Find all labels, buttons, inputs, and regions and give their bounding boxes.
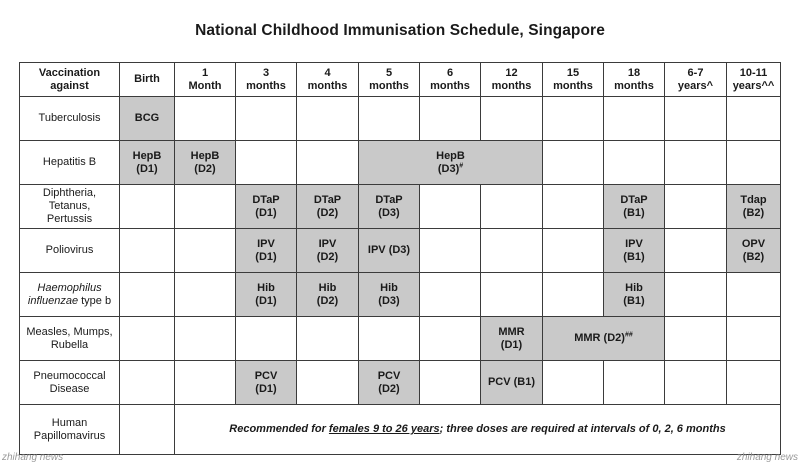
header-age: 3 months xyxy=(236,63,297,97)
header-vaccination: Vaccination against xyxy=(20,63,120,97)
header-age: 1 Month xyxy=(175,63,236,97)
row-hib xyxy=(20,273,781,317)
dose-cell: DTaP (B1) xyxy=(604,185,665,229)
dose-cell: IPV (D3) xyxy=(359,229,420,273)
row-poliovirus xyxy=(20,229,781,273)
vaccine-label: Diphtheria, Tetanus, Pertussis xyxy=(20,185,120,229)
dose-cell: IPV (D1) xyxy=(236,229,297,273)
watermark-right: zhihang news xyxy=(736,452,798,463)
vaccine-label: Hepatitis B xyxy=(20,141,120,185)
hpv-recommendation: Recommended for females 9 to 26 years; three doses are required at intervals of 0, 2, 6 months xyxy=(175,405,781,455)
row-pneumococcal xyxy=(20,361,781,405)
watermark-left: zhihang news xyxy=(2,452,64,463)
header-row xyxy=(20,63,781,97)
dose-cell: PCV (B1) xyxy=(481,361,543,405)
dose-cell: IPV (D2) xyxy=(297,229,359,273)
vaccine-label: Pneumococcal Disease xyxy=(20,361,120,405)
header-age: 5 months xyxy=(359,63,420,97)
dose-cell: BCG xyxy=(120,97,175,141)
dose-cell: DTaP (D1) xyxy=(236,185,297,229)
dose-cell: DTaP (D2) xyxy=(297,185,359,229)
page-title: National Childhood Immunisation Schedule, Singapore xyxy=(195,22,605,39)
immunisation-schedule-table xyxy=(19,62,781,455)
dose-cell: DTaP (D3) xyxy=(359,185,420,229)
dose-cell: PCV (D1) xyxy=(236,361,297,405)
vaccine-label: Tuberculosis xyxy=(20,97,120,141)
dose-cell: Hib (D3) xyxy=(359,273,420,317)
row-mmr xyxy=(20,317,781,361)
vaccine-label: Haemophilus influenzae type b xyxy=(20,273,120,317)
header-age: 6-7 years^ xyxy=(665,63,727,97)
dose-cell: Hib (D2) xyxy=(297,273,359,317)
dose-cell: Hib (B1) xyxy=(604,273,665,317)
dose-cell: HepB (D1) xyxy=(120,141,175,185)
dose-cell: HepB (D2) xyxy=(175,141,236,185)
header-age: Birth xyxy=(120,63,175,97)
header-age: 10-11 years^^ xyxy=(727,63,781,97)
row-hpv xyxy=(20,405,781,455)
row-dtp xyxy=(20,185,781,229)
dose-cell: Tdap (B2) xyxy=(727,185,781,229)
row-hepatitis-b xyxy=(20,141,781,185)
header-age: 18 months xyxy=(604,63,665,97)
dose-cell: MMR (D2)## xyxy=(543,317,665,361)
dose-cell: MMR (D1) xyxy=(481,317,543,361)
dose-cell: PCV (D2) xyxy=(359,361,420,405)
header-age: 12 months xyxy=(481,63,543,97)
header-age: 6 months xyxy=(420,63,481,97)
dose-cell: HepB (D3)# xyxy=(359,141,543,185)
header-age: 15 months xyxy=(543,63,604,97)
dose-cell: IPV (B1) xyxy=(604,229,665,273)
vaccine-label: Measles, Mumps, Rubella xyxy=(20,317,120,361)
dose-cell: Hib (D1) xyxy=(236,273,297,317)
vaccine-label: Human Papillomavirus xyxy=(20,405,120,455)
row-tuberculosis xyxy=(20,97,781,141)
header-age: 4 months xyxy=(297,63,359,97)
dose-cell: OPV (B2) xyxy=(727,229,781,273)
vaccine-label: Poliovirus xyxy=(20,229,120,273)
